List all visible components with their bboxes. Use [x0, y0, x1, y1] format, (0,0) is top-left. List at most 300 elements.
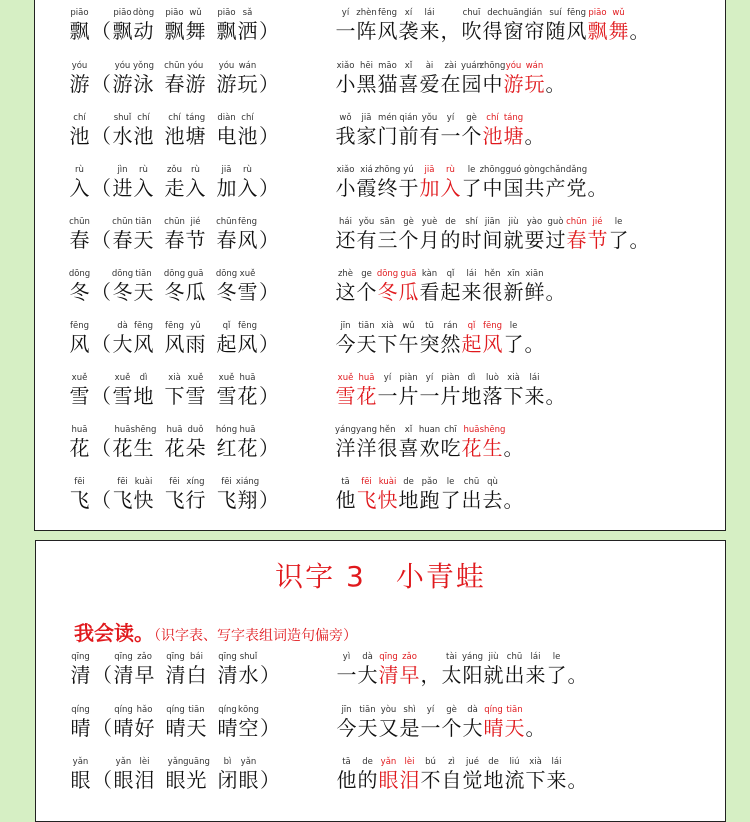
syllable: [216, 268, 237, 304]
syllable: [503, 268, 524, 304]
syllable: [112, 268, 133, 304]
paren: （: [92, 663, 112, 687]
hanzi: 飞: [112, 488, 133, 512]
hanzi: 。: [545, 72, 566, 96]
hanzi: 。: [525, 716, 546, 740]
paren: ）: [259, 72, 279, 96]
hanzi: 下: [503, 384, 524, 408]
pinyin: tū: [425, 321, 434, 331]
syllable: [336, 651, 357, 687]
pinyin: fēi: [221, 477, 232, 487]
hanzi: 去: [482, 488, 503, 512]
hanzi: 生: [133, 436, 154, 460]
pinyin: liú: [509, 757, 520, 767]
word-group: [69, 216, 280, 252]
syllable: [377, 7, 398, 43]
pinyin: yǎn: [115, 757, 132, 767]
syllable: [357, 704, 378, 740]
syllable: [133, 320, 154, 356]
pinyin: le: [467, 165, 476, 175]
pinyin: dǎng: [565, 165, 588, 175]
hanzi: 洋: [356, 436, 377, 460]
hanzi: 快: [133, 488, 154, 512]
hanzi: 新: [503, 280, 524, 304]
pinyin: tā: [342, 757, 351, 767]
pinyin: yáng: [461, 652, 484, 662]
pinyin: lái: [529, 373, 540, 383]
pinyin: shuǐ: [239, 652, 258, 662]
pinyin: jié: [592, 217, 603, 227]
syllable: [440, 476, 461, 512]
hanzi: 雪: [112, 384, 133, 408]
hanzi: 瓜: [398, 280, 419, 304]
pinyin: xuě: [114, 373, 131, 383]
syllable: [336, 704, 357, 740]
syllable: [440, 216, 461, 252]
syllable: [133, 112, 154, 148]
hanzi: 泪: [134, 768, 155, 792]
syllable: [164, 216, 185, 252]
syllable: [69, 60, 90, 96]
syllable: [335, 320, 356, 356]
pinyin: de: [403, 477, 414, 487]
hanzi: 风: [69, 332, 90, 356]
hanzi: 。: [503, 436, 524, 460]
syllable: [462, 651, 483, 687]
hanzi: 猫: [377, 72, 398, 96]
pinyin: ge: [361, 269, 372, 279]
hanzi: 就: [503, 228, 524, 252]
pinyin: xuě: [218, 373, 235, 383]
pinyin: le: [614, 217, 623, 227]
hanzi: 突: [419, 332, 440, 356]
example-sentence: [335, 424, 524, 460]
syllable: [419, 268, 440, 304]
pinyin: lái: [530, 652, 541, 662]
hanzi: 喜: [398, 436, 419, 460]
syllable: [461, 7, 482, 43]
word-group: [69, 268, 280, 304]
syllable: [335, 216, 356, 252]
pinyin: wǔ: [402, 321, 415, 331]
hanzi: 天: [356, 332, 377, 356]
example-sentence: [335, 372, 566, 408]
syllable: [483, 651, 504, 687]
pinyin: tiān: [359, 705, 376, 715]
hanzi: 。: [629, 228, 650, 252]
pinyin: guāng: [183, 757, 210, 767]
syllable: [377, 424, 398, 460]
word-group: [69, 424, 280, 460]
syllable: [545, 372, 566, 408]
paren: （: [92, 768, 112, 792]
pinyin: le: [552, 652, 561, 662]
hanzi: 帘: [524, 19, 545, 43]
hanzi: 是: [399, 716, 420, 740]
pinyin: jiù: [508, 217, 519, 227]
syllable: [608, 216, 629, 252]
pinyin: qǐ: [222, 321, 231, 331]
syllable: [216, 372, 237, 408]
syllable: [164, 424, 185, 460]
pinyin: qīng: [71, 652, 90, 662]
paren: （: [91, 228, 111, 252]
pinyin: shì: [403, 705, 416, 715]
syllable: [482, 372, 503, 408]
syllable: [133, 7, 154, 43]
word-group: [70, 651, 281, 687]
example-sentence: [335, 216, 650, 252]
pinyin: qīng: [114, 652, 133, 662]
pinyin: yuán: [461, 61, 483, 71]
syllable: [440, 7, 461, 43]
pinyin: yóu: [71, 61, 88, 71]
pinyin: hěn: [484, 269, 501, 279]
example-sentence: [335, 7, 650, 43]
syllable: [70, 756, 91, 792]
pinyin: xīn: [507, 269, 520, 279]
pinyin: chūn: [164, 217, 185, 227]
pinyin: lái: [551, 757, 562, 767]
pinyin: qíng: [166, 705, 185, 715]
vocab-row: [35, 372, 725, 424]
pinyin: chí: [168, 113, 181, 123]
pinyin: qù: [487, 477, 498, 487]
hanzi: 产: [545, 176, 566, 200]
word-group: [69, 372, 280, 408]
paren: （: [91, 384, 111, 408]
pinyin: chǎn: [545, 165, 566, 175]
pinyin: zǎo: [402, 652, 417, 662]
hanzi: 于: [398, 176, 419, 200]
paren: （: [91, 72, 111, 96]
pinyin: piāo: [588, 8, 607, 18]
syllable: [112, 60, 133, 96]
syllable: [112, 372, 133, 408]
pinyin: lèi: [139, 757, 150, 767]
hanzi: 袭: [398, 19, 419, 43]
hanzi: 爱: [419, 72, 440, 96]
hanzi: 池: [133, 124, 154, 148]
paren: （: [91, 124, 111, 148]
pinyin: piàn: [441, 373, 460, 383]
pinyin: hǎo: [136, 705, 153, 715]
pinyin: gè: [403, 217, 414, 227]
pinyin: le: [509, 321, 518, 331]
pinyin: ài: [425, 61, 434, 71]
syllable: [335, 7, 356, 43]
pinyin: jué: [466, 757, 479, 767]
syllable: [216, 476, 237, 512]
hanzi: 还: [335, 228, 356, 252]
pinyin: yǒu: [358, 217, 375, 227]
syllable: [504, 756, 525, 792]
pinyin: zhōng: [479, 165, 506, 175]
hanzi: 。: [587, 176, 608, 200]
syllable: [69, 476, 90, 512]
syllable: [503, 112, 524, 148]
hanzi: 飞: [69, 488, 90, 512]
syllable: [440, 320, 461, 356]
hanzi: 阳: [462, 663, 483, 687]
hanzi: 党: [566, 176, 587, 200]
hanzi: 得: [482, 19, 503, 43]
vocab-row: [36, 756, 726, 808]
pinyin: xí: [404, 8, 413, 18]
pinyin: diàn: [217, 113, 236, 123]
hanzi: 。: [524, 124, 545, 148]
pinyin: bú: [425, 757, 436, 767]
syllable: [503, 60, 524, 96]
paren: ）: [259, 384, 279, 408]
hanzi: 走: [164, 176, 185, 200]
syllable: [479, 60, 506, 96]
pinyin: fēng: [566, 8, 586, 18]
hanzi: 舞: [185, 19, 206, 43]
hanzi: 池: [237, 124, 258, 148]
syllable: [112, 476, 133, 512]
syllable: [524, 7, 545, 43]
pinyin: yí: [425, 373, 434, 383]
syllable: [398, 424, 419, 460]
pinyin: guó: [505, 165, 522, 175]
paren: ）: [259, 488, 279, 512]
pinyin: táng: [503, 113, 524, 123]
pinyin: dì: [139, 373, 148, 383]
pinyin: huan: [418, 425, 441, 435]
syllable: [374, 164, 401, 200]
hanzi: 风: [237, 228, 258, 252]
hanzi: 风: [164, 332, 185, 356]
pinyin: qián: [399, 113, 418, 123]
pinyin: xiān: [525, 269, 544, 279]
syllable: [216, 320, 237, 356]
hanzi: 洒: [237, 19, 258, 43]
syllable: [525, 651, 546, 687]
hanzi: 来: [461, 280, 482, 304]
pinyin: dì: [467, 373, 476, 383]
hanzi: 洋: [335, 436, 356, 460]
syllable: [69, 216, 90, 252]
pinyin: chū: [463, 477, 480, 487]
hanzi: 眼: [238, 768, 259, 792]
pinyin: guā: [400, 269, 417, 279]
hanzi: 中: [482, 176, 503, 200]
syllable: [545, 7, 566, 43]
hanzi: 出: [504, 663, 525, 687]
hanzi: 个: [398, 228, 419, 252]
word-group: [69, 164, 280, 200]
syllable: [237, 268, 258, 304]
hanzi: 吃: [440, 436, 461, 460]
syllable: [524, 60, 545, 96]
hanzi: 眼: [378, 768, 399, 792]
syllable: [335, 424, 356, 460]
hanzi: 春: [69, 228, 90, 252]
syllable: [398, 60, 419, 96]
pinyin: dōng: [376, 269, 399, 279]
syllable: [237, 164, 258, 200]
hanzi: 来: [546, 768, 567, 792]
pinyin: xuě: [239, 269, 256, 279]
pinyin: chū: [506, 652, 523, 662]
hanzi: 晴: [70, 716, 91, 740]
syllable: [440, 268, 461, 304]
syllable: [357, 651, 378, 687]
pinyin: sān: [379, 217, 396, 227]
syllable: [356, 216, 377, 252]
pinyin: yǔ: [190, 321, 201, 331]
paren: （: [91, 436, 111, 460]
hanzi: 落: [482, 384, 503, 408]
pinyin: zǎo: [137, 652, 152, 662]
syllable: [441, 756, 462, 792]
hanzi: 加: [216, 176, 237, 200]
hanzi: 入: [237, 176, 258, 200]
syllable: [587, 7, 608, 43]
syllable: [545, 164, 566, 200]
hanzi: 一: [377, 384, 398, 408]
syllable: [183, 756, 210, 792]
vocab-row: [35, 424, 725, 476]
hanzi: 花: [164, 436, 185, 460]
syllable: [112, 216, 133, 252]
pinyin: xià: [529, 757, 542, 767]
hanzi: 飘: [112, 19, 133, 43]
pinyin: táng: [185, 113, 206, 123]
hanzi: 的: [357, 768, 378, 792]
pinyin: zhè: [337, 269, 354, 279]
hanzi: 天: [133, 280, 154, 304]
syllable: [113, 756, 134, 792]
pinyin: hēi: [360, 61, 373, 71]
example-sentence: [336, 756, 588, 792]
subtitle-note: （识字表、写字表组词造句偏旁）: [154, 628, 357, 644]
pinyin: xiǎo: [336, 165, 355, 175]
hanzi: 间: [482, 228, 503, 252]
paren: （: [91, 488, 111, 512]
pinyin: xià: [381, 321, 394, 331]
vocab-row: [35, 476, 725, 528]
vocab-row: [35, 7, 725, 59]
syllable: [69, 7, 90, 43]
syllable: [133, 216, 154, 252]
hanzi: 闭: [217, 768, 238, 792]
syllable: [461, 112, 482, 148]
pinyin: guā: [187, 269, 204, 279]
syllable: [217, 704, 238, 740]
pinyin: jiān: [484, 217, 501, 227]
hanzi: 小: [335, 72, 356, 96]
syllable: [238, 704, 259, 740]
hanzi: 个: [356, 280, 377, 304]
syllable: [587, 164, 608, 200]
pinyin: qīng: [379, 652, 398, 662]
pinyin: yǒng: [133, 61, 155, 71]
syllable: [112, 112, 133, 148]
hanzi: 一: [419, 384, 440, 408]
pinyin: dà: [362, 652, 373, 662]
lesson-title: 识字 3 小青蛙: [275, 560, 486, 593]
pinyin: yǒu: [421, 113, 438, 123]
example-sentence: [335, 320, 545, 356]
pinyin: gè: [466, 113, 477, 123]
hanzi: 瓜: [185, 280, 206, 304]
hanzi: 流: [504, 768, 525, 792]
syllable: [134, 756, 155, 792]
syllable: [419, 112, 440, 148]
pinyin: qíng: [218, 705, 237, 715]
syllable: [398, 372, 419, 408]
syllable: [462, 704, 483, 740]
hanzi: 玩: [524, 72, 545, 96]
pinyin: de: [445, 217, 456, 227]
syllable: [420, 704, 441, 740]
hanzi: 要: [524, 228, 545, 252]
hanzi: 觉: [462, 768, 483, 792]
pinyin: fēi: [74, 477, 85, 487]
pinyin: tiān: [135, 217, 152, 227]
pinyin: rù: [191, 165, 200, 175]
hanzi: 游: [112, 72, 133, 96]
syllable: [503, 320, 524, 356]
hanzi: 很: [377, 436, 398, 460]
syllable: [419, 164, 440, 200]
hanzi: 然: [440, 332, 461, 356]
hanzi: 风: [237, 332, 258, 356]
syllable: [398, 164, 419, 200]
pinyin: piāo: [165, 8, 184, 18]
hanzi: 花: [237, 384, 258, 408]
hanzi: 冬: [69, 280, 90, 304]
pinyin: yang: [355, 425, 378, 435]
pinyin: dōng: [68, 269, 91, 279]
syllable: [377, 476, 398, 512]
example-sentence: [335, 268, 566, 304]
hanzi: 泪: [399, 768, 420, 792]
paren: ）: [259, 332, 279, 356]
pinyin: bì: [223, 757, 232, 767]
example-sentence: [335, 112, 545, 148]
hanzi: 飘: [216, 19, 237, 43]
syllable: [377, 112, 398, 148]
paren: （: [92, 716, 112, 740]
syllable: [419, 476, 440, 512]
syllable: [503, 476, 524, 512]
syllable: [165, 651, 186, 687]
pinyin: yí: [426, 705, 435, 715]
vocab-row: [35, 320, 725, 372]
syllable: [608, 7, 629, 43]
pinyin: wǔ: [612, 8, 625, 18]
syllable: [238, 651, 259, 687]
hanzi: 花: [69, 436, 90, 460]
syllable: [185, 320, 206, 356]
hanzi: 大: [357, 663, 378, 687]
hanzi: 雨: [185, 332, 206, 356]
syllable: [217, 756, 238, 792]
pinyin: yì: [342, 652, 351, 662]
hanzi: 天: [133, 228, 154, 252]
hanzi: 。: [567, 768, 588, 792]
pinyin: wán: [525, 61, 544, 71]
syllable: [113, 704, 134, 740]
hanzi: 前: [398, 124, 419, 148]
pinyin: sǎ: [242, 8, 253, 18]
pinyin: xíng: [186, 477, 205, 487]
hanzi: 晴: [113, 716, 134, 740]
paren: ）: [259, 176, 279, 200]
